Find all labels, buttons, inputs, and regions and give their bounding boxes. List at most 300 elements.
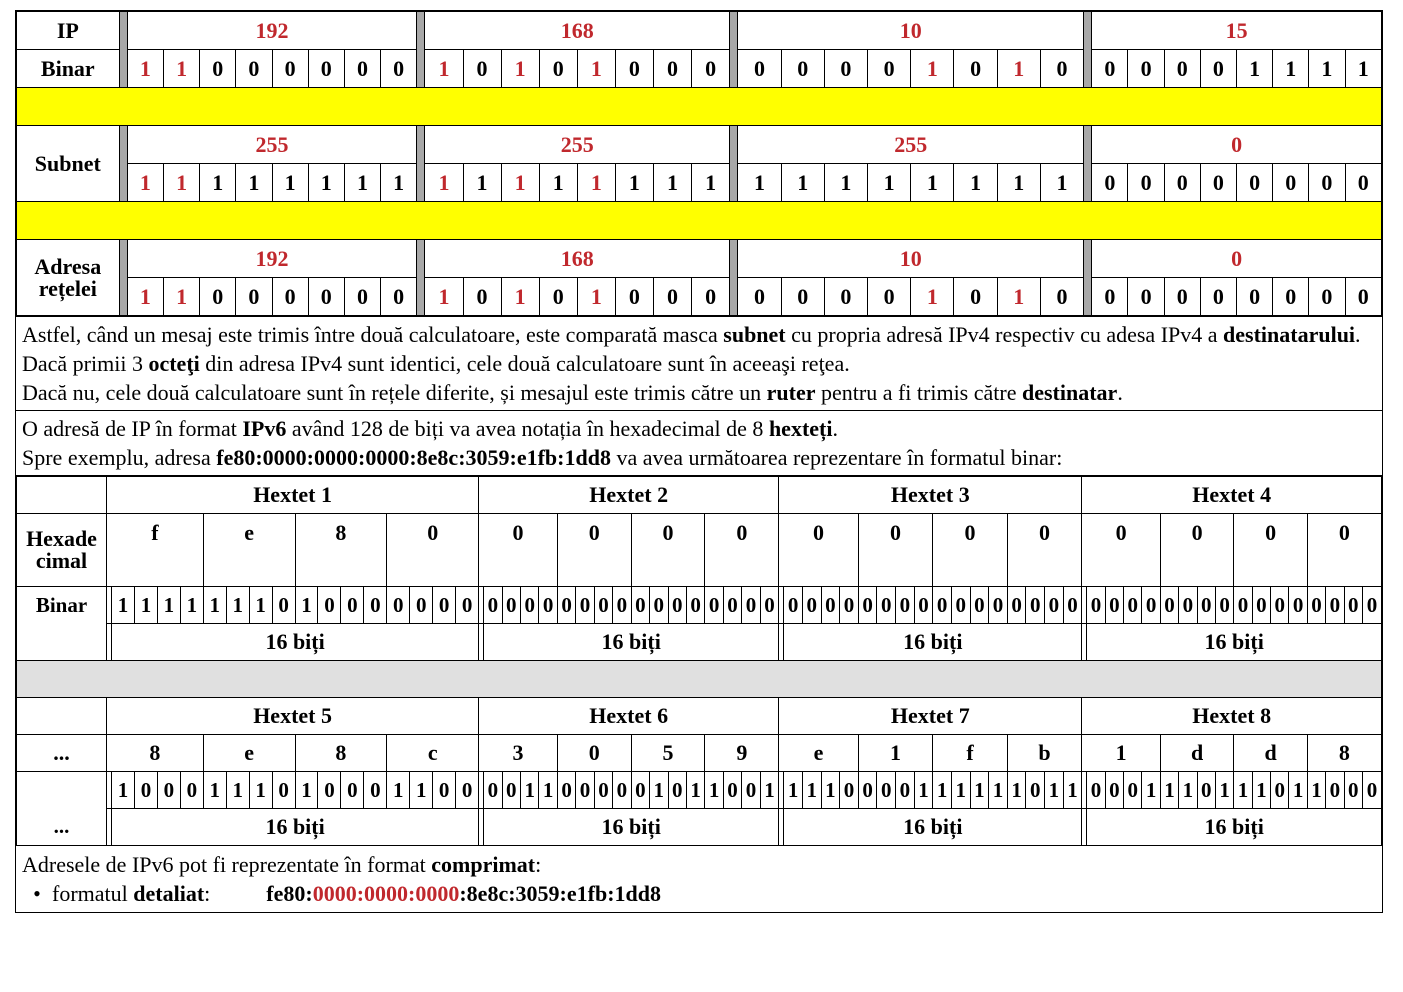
bit-count-label: 16 biți — [1087, 809, 1382, 846]
binary-bit: 0 — [1307, 587, 1325, 624]
subnet-bit: 1 — [868, 164, 911, 202]
subnet-bit: 1 — [425, 164, 463, 202]
binary-bit: 0 — [1124, 772, 1142, 809]
ellipsis-label: ... — [17, 735, 107, 772]
ipv4-table — [16, 11, 1382, 316]
subnet-bit: 1 — [738, 164, 781, 202]
p1-text: din adresa IPv4 sunt identici, cele două calculatoare sunt în aceeaşi reţea. — [199, 351, 850, 376]
binary-bit: 0 — [1344, 587, 1362, 624]
network-bit: 0 — [381, 278, 417, 316]
p1-text: Dacă nu, cele două calculatoare sunt în rețele diferite, și mesajul este trimis către un — [22, 380, 767, 405]
binary-bit: 1 — [705, 772, 723, 809]
binary-bit: 0 — [1142, 587, 1160, 624]
binary-bit: 0 — [802, 587, 821, 624]
binary-bit: 1 — [410, 772, 433, 809]
network-bit: 0 — [1273, 278, 1309, 316]
subnet-bit: 0 — [1345, 164, 1381, 202]
binary-bit: 0 — [668, 772, 686, 809]
binary-bit: 0 — [1179, 587, 1197, 624]
p2-text: O adresă de IP în format — [22, 416, 243, 441]
hex-digit: c — [387, 735, 479, 772]
ip-bit: 0 — [781, 50, 824, 88]
hextet-name: Hextet 6 — [479, 698, 779, 735]
bit-count-label: 16 biți — [784, 624, 1082, 661]
ip-bit: 0 — [200, 50, 236, 88]
hextet-name: Hextet 8 — [1082, 698, 1382, 735]
subnet-label — [17, 126, 120, 202]
network-bit: 0 — [539, 278, 577, 316]
network-bit: 0 — [781, 278, 824, 316]
hex-digit: f — [933, 735, 1008, 772]
binary-bit: 0 — [364, 587, 387, 624]
octet-separator — [417, 12, 425, 88]
hex-digit: d — [1234, 735, 1308, 772]
octet-separator — [119, 12, 127, 88]
network-bit: 1 — [997, 278, 1040, 316]
network-bit: 0 — [954, 278, 997, 316]
ip-octet-value: 192 — [127, 12, 416, 50]
binary-bit: 1 — [650, 772, 668, 809]
hex-digit: 0 — [1007, 514, 1082, 587]
yellow-separator — [17, 202, 1382, 240]
octet-separator — [730, 12, 738, 88]
footer-text: : — [535, 852, 542, 877]
binary-bit: 1 — [1045, 772, 1064, 809]
hex-digit: 0 — [387, 514, 479, 587]
network-octet-value: 192 — [127, 240, 416, 278]
binary-bit: 1 — [203, 587, 226, 624]
hex-digit: 0 — [1160, 514, 1234, 587]
ip-bit: 0 — [1200, 50, 1236, 88]
network-bit: 1 — [911, 278, 954, 316]
ip-bit: 0 — [1164, 50, 1200, 88]
binary-bit: 0 — [341, 587, 364, 624]
binary-bit: 1 — [134, 587, 157, 624]
hex-digit: 8 — [295, 514, 387, 587]
subnet-bit: 1 — [615, 164, 653, 202]
hextet-name: Hextet 3 — [779, 477, 1082, 514]
binary-bit: 1 — [112, 772, 135, 809]
ip-bit: 0 — [824, 50, 867, 88]
binary-bit: 0 — [723, 587, 741, 624]
binary-bit: 0 — [1063, 587, 1082, 624]
p1-bold-subnet: subnet — [723, 322, 786, 347]
detailed-address-part: :8e8c:3059:e1fb:1dd8 — [459, 881, 661, 906]
network-bit: 0 — [1345, 278, 1381, 316]
hex-digit: 0 — [557, 735, 631, 772]
ip-bit: 1 — [911, 50, 954, 88]
binary-bit: 0 — [1252, 587, 1270, 624]
binary-bit: 1 — [157, 587, 180, 624]
network-bit: 1 — [501, 278, 539, 316]
hex-digit: 1 — [1082, 735, 1161, 772]
yellow-separator — [17, 88, 1382, 126]
hex-digit: 9 — [705, 735, 779, 772]
subnet-bit: 1 — [539, 164, 577, 202]
network-binary-row — [17, 278, 1382, 316]
binary-bit: 0 — [742, 772, 760, 809]
binary-bit: 0 — [1344, 772, 1362, 809]
footer-bold-comprimat: comprimat — [431, 852, 536, 877]
subnet-octet-value: 255 — [738, 126, 1084, 164]
octet-separator — [417, 126, 425, 202]
hextet-name: Hextet 4 — [1082, 477, 1382, 514]
hex-digit: e — [203, 735, 295, 772]
p2-text: Spre exemplu, adresa — [22, 445, 217, 470]
ip-binary-row — [17, 50, 1382, 88]
hex-digit: 0 — [1082, 514, 1161, 587]
p1-text: . — [1355, 322, 1361, 347]
ip-bit: 0 — [954, 50, 997, 88]
octet-separator — [119, 126, 127, 202]
binary-row — [17, 587, 1382, 624]
bullet-icon: • — [33, 881, 41, 906]
bit-count-label: 16 biți — [784, 809, 1082, 846]
ip-bit: 1 — [1309, 50, 1345, 88]
binary-bit: 0 — [613, 587, 631, 624]
binary-bit: 0 — [1124, 587, 1142, 624]
p2-bold-address: fe80:0000:0000:0000:8e8c:3059:e1fb:1dd8 — [216, 445, 611, 470]
subnet-bit: 0 — [1309, 164, 1345, 202]
binary-bit: 1 — [1289, 772, 1307, 809]
hex-digit: 0 — [705, 514, 779, 587]
ip-octet-value: 15 — [1092, 12, 1382, 50]
network-bit: 0 — [653, 278, 691, 316]
network-bit: 0 — [272, 278, 308, 316]
binary-bit: 0 — [1087, 587, 1105, 624]
subnet-bit: 1 — [272, 164, 308, 202]
compressed-format-note — [16, 846, 1382, 912]
binary-bit: 0 — [484, 587, 502, 624]
p1-bold-ruter: ruter — [766, 380, 816, 405]
octet-separator — [119, 240, 127, 316]
binary-bit: 0 — [858, 772, 877, 809]
paragraph-ipv6-intro — [16, 411, 1382, 476]
ip-decimal-row — [17, 12, 1382, 50]
hexadecimal-label — [17, 514, 107, 587]
detailed-address-part: fe80: — [266, 881, 313, 906]
bit-count-label: 16 biți — [484, 809, 779, 846]
octet-separator — [730, 240, 738, 316]
hex-digits-row — [17, 735, 1382, 772]
hex-digit: 0 — [557, 514, 631, 587]
p1-text: Dacă primii 3 — [22, 351, 149, 376]
binary-bit: 0 — [877, 772, 896, 809]
ip-bit: 0 — [236, 50, 272, 88]
ip-octet-value: 168 — [425, 12, 730, 50]
network-bit: 0 — [824, 278, 867, 316]
subnet-bit: 0 — [1164, 164, 1200, 202]
binary-bit: 1 — [1142, 772, 1160, 809]
footer-text: : — [204, 881, 211, 906]
ip-bit: 0 — [615, 50, 653, 88]
subnet-bit: 1 — [308, 164, 344, 202]
hex-digit: 5 — [631, 735, 705, 772]
binary-bit: 0 — [502, 772, 520, 809]
document-sheet — [15, 10, 1383, 913]
p2-text: va avea următoarea reprezentare în formatul binar: — [610, 445, 1063, 470]
network-bit: 0 — [738, 278, 781, 316]
binary-bit: 1 — [933, 772, 952, 809]
ip-bit: 0 — [738, 50, 781, 88]
binary-bit: 0 — [1105, 772, 1123, 809]
ip-label: IP — [17, 12, 120, 50]
binary-bit: 0 — [821, 587, 840, 624]
binary-bit: 1 — [1063, 772, 1082, 809]
subnet-bit: 1 — [653, 164, 691, 202]
binary-bit: 1 — [1252, 772, 1270, 809]
binary-bit: 0 — [387, 587, 410, 624]
subnet-decimal-row — [17, 126, 1382, 164]
network-bit: 0 — [1128, 278, 1164, 316]
binary-bit: 0 — [157, 772, 180, 809]
subnet-octet-value: 0 — [1092, 126, 1382, 164]
binary-bit: 1 — [203, 772, 226, 809]
hex-digit: 0 — [1234, 514, 1308, 587]
hextet-header-row — [17, 477, 1382, 514]
binary-bit: 0 — [631, 772, 649, 809]
octet-separator — [730, 126, 738, 202]
subnet-bit: 0 — [1237, 164, 1273, 202]
binary-bit: 1 — [760, 772, 779, 809]
binary-bit: 1 — [295, 587, 318, 624]
ip-bit: 1 — [127, 50, 163, 88]
ip-bit: 1 — [1273, 50, 1309, 88]
hexadecimal-label-text: Hexade — [26, 526, 97, 551]
subnet-octet-value: 255 — [425, 126, 730, 164]
binary-bit: 1 — [226, 587, 249, 624]
binary-bit: 0 — [896, 587, 915, 624]
binary-bit: 1 — [989, 772, 1008, 809]
binary-bit: 1 — [1234, 772, 1252, 809]
binary-bit: 1 — [686, 772, 704, 809]
binary-bit: 0 — [1026, 772, 1045, 809]
network-address-label-text: rețelei — [38, 275, 97, 301]
binary-bit: 0 — [364, 772, 387, 809]
paragraph-subnet-explanation — [16, 316, 1382, 411]
p2-bold-hexteti: hexteți — [768, 416, 833, 441]
network-address-label-text: Adresa — [34, 253, 102, 279]
subnet-bit: 1 — [200, 164, 236, 202]
binary-bit: 0 — [686, 587, 704, 624]
binary-bit: 1 — [226, 772, 249, 809]
network-octet-value: 10 — [738, 240, 1084, 278]
binary-bit: 1 — [1179, 772, 1197, 809]
network-address-label — [17, 240, 120, 316]
binary-bit: 0 — [705, 587, 723, 624]
ip-bit: 0 — [344, 50, 380, 88]
binary-bit: 0 — [650, 587, 668, 624]
ip-bit: 1 — [164, 50, 200, 88]
network-bit: 1 — [164, 278, 200, 316]
binary-bit: 0 — [760, 587, 779, 624]
ip-bit: 0 — [1092, 50, 1128, 88]
binary-bit: 0 — [1215, 587, 1233, 624]
network-bit: 0 — [1237, 278, 1273, 316]
p2-text: . — [832, 416, 838, 441]
hex-digit: d — [1160, 735, 1234, 772]
binary-bit: 0 — [1326, 772, 1344, 809]
hexadecimal-label-text: cimal — [35, 548, 88, 573]
binary-bit: 1 — [1007, 772, 1026, 809]
network-bit: 0 — [1309, 278, 1345, 316]
subnet-bit: 1 — [344, 164, 380, 202]
binar-label: Binar — [17, 587, 107, 661]
binary-bit: 0 — [989, 587, 1008, 624]
binary-bit: 0 — [576, 772, 594, 809]
empty-corner — [17, 477, 107, 514]
binary-bit: 1 — [112, 587, 135, 624]
network-bit: 0 — [615, 278, 653, 316]
binary-bit: 0 — [1234, 587, 1252, 624]
binary-bit: 1 — [1307, 772, 1325, 809]
bit-count-label: 16 biți — [112, 624, 479, 661]
p1-text: . — [1117, 380, 1123, 405]
p1-text: Astfel, când un mesaj este trimis între două calculatoare, este comparată masca — [22, 322, 724, 347]
p1-text: cu propria adresă IPv4 respectiv cu adesa IPv4 a — [785, 322, 1224, 347]
subnet-binary-row — [17, 164, 1382, 202]
ellipsis-label: ... — [17, 772, 107, 846]
binary-bit: 0 — [1045, 587, 1064, 624]
bit-count-label: 16 biți — [1087, 624, 1382, 661]
binary-bit: 0 — [1362, 772, 1381, 809]
network-bit: 0 — [868, 278, 911, 316]
network-bit: 1 — [425, 278, 463, 316]
subnet-bit: 1 — [997, 164, 1040, 202]
subnet-bit: 0 — [1200, 164, 1236, 202]
ip-bit: 1 — [501, 50, 539, 88]
subnet-bit: 1 — [781, 164, 824, 202]
ip-bit: 1 — [1237, 50, 1273, 88]
binary-bit: 0 — [1289, 587, 1307, 624]
binary-bit: 1 — [539, 772, 557, 809]
network-bit: 0 — [1092, 278, 1128, 316]
network-bit: 0 — [1164, 278, 1200, 316]
ipv6-table — [16, 476, 1382, 846]
hextet-name: Hextet 1 — [107, 477, 479, 514]
binary-bit: 1 — [1160, 772, 1178, 809]
binary-bit: 0 — [576, 587, 594, 624]
network-bit: 1 — [127, 278, 163, 316]
binary-bit: 0 — [410, 587, 433, 624]
subnet-bit: 1 — [824, 164, 867, 202]
p2-text: având 128 de biți va avea notația în hexadecimal de 8 — [286, 416, 769, 441]
separator-row — [17, 88, 1382, 126]
binary-bit: 0 — [1271, 772, 1289, 809]
binary-bit: 0 — [341, 772, 364, 809]
binar-label: Binar — [17, 50, 120, 88]
subnet-label-text: Subnet — [34, 150, 101, 176]
binary-bit: 0 — [914, 587, 933, 624]
hextet-name: Hextet 5 — [107, 698, 479, 735]
bit-count-label: 16 biți — [484, 624, 779, 661]
binary-bit: 0 — [318, 587, 341, 624]
binary-bit: 1 — [249, 772, 272, 809]
p1-text: pentru a fi trimis către — [815, 380, 1022, 405]
binary-bit: 0 — [1105, 587, 1123, 624]
network-bit: 1 — [577, 278, 615, 316]
p1-bold-destinatar: destinatar — [1021, 380, 1118, 405]
subnet-bit: 1 — [1040, 164, 1083, 202]
binary-bit: 0 — [594, 772, 612, 809]
binary-bit: 0 — [723, 772, 741, 809]
empty-corner — [17, 698, 107, 735]
binary-bit: 0 — [134, 772, 157, 809]
hextet-name: Hextet 7 — [779, 698, 1082, 735]
detailed-address-zero-part: 0000:0000:0000 — [312, 881, 460, 906]
hex-digit: 0 — [479, 514, 558, 587]
binary-bit: 1 — [784, 772, 803, 809]
binary-bit: 0 — [1026, 587, 1045, 624]
binary-bit: 0 — [1007, 587, 1026, 624]
ip-bit: 0 — [692, 50, 730, 88]
binary-bit: 0 — [631, 587, 649, 624]
hex-digit: 3 — [479, 735, 558, 772]
hex-digit: 0 — [858, 514, 933, 587]
hex-digit: e — [203, 514, 295, 587]
hex-digits-row — [17, 514, 1382, 587]
binary-row — [17, 772, 1382, 809]
binary-bit: 1 — [914, 772, 933, 809]
hextet-name: Hextet 2 — [479, 477, 779, 514]
binary-bit: 1 — [387, 772, 410, 809]
binary-bit: 1 — [970, 772, 989, 809]
subnet-octet-value: 255 — [127, 126, 416, 164]
ip-bit: 0 — [308, 50, 344, 88]
binary-bit: 1 — [951, 772, 970, 809]
p1-bold-destinatar: destinatarului — [1223, 322, 1356, 347]
binary-bit: 1 — [821, 772, 840, 809]
subnet-bit: 1 — [236, 164, 272, 202]
network-bit: 0 — [692, 278, 730, 316]
ip-bit: 0 — [1128, 50, 1164, 88]
octet-separator — [1084, 240, 1092, 316]
octet-separator — [1084, 12, 1092, 88]
network-bit: 0 — [463, 278, 501, 316]
ip-bit: 1 — [1345, 50, 1381, 88]
binary-bit: 0 — [433, 587, 456, 624]
binary-bit: 0 — [613, 772, 631, 809]
binary-bit: 0 — [668, 587, 686, 624]
ip-bit: 0 — [868, 50, 911, 88]
binary-bit: 0 — [1197, 772, 1215, 809]
subnet-bit: 1 — [381, 164, 417, 202]
hex-digit: 0 — [933, 514, 1008, 587]
footer-bold-detaliat: detaliat — [133, 881, 205, 906]
hex-digit: f — [107, 514, 204, 587]
binary-bit: 0 — [456, 587, 479, 624]
ip-bit: 0 — [539, 50, 577, 88]
binary-bit: 0 — [951, 587, 970, 624]
separator-row — [17, 202, 1382, 240]
binary-bit: 1 — [180, 587, 203, 624]
binary-bit: 0 — [318, 772, 341, 809]
binary-bit: 0 — [1087, 772, 1105, 809]
binary-bit: 0 — [840, 772, 859, 809]
binary-bit: 0 — [484, 772, 502, 809]
ip-bit: 0 — [463, 50, 501, 88]
binary-bit: 0 — [1160, 587, 1178, 624]
ip-bit: 1 — [997, 50, 1040, 88]
binary-bit: 0 — [933, 587, 952, 624]
p1-bold-octeti: octeţi — [148, 351, 200, 376]
octet-separator — [417, 240, 425, 316]
ip-octet-value: 10 — [738, 12, 1084, 50]
subnet-bit: 0 — [1273, 164, 1309, 202]
binary-bit: 0 — [840, 587, 859, 624]
p2-bold-ipv6: IPv6 — [242, 416, 287, 441]
ip-bit: 0 — [653, 50, 691, 88]
